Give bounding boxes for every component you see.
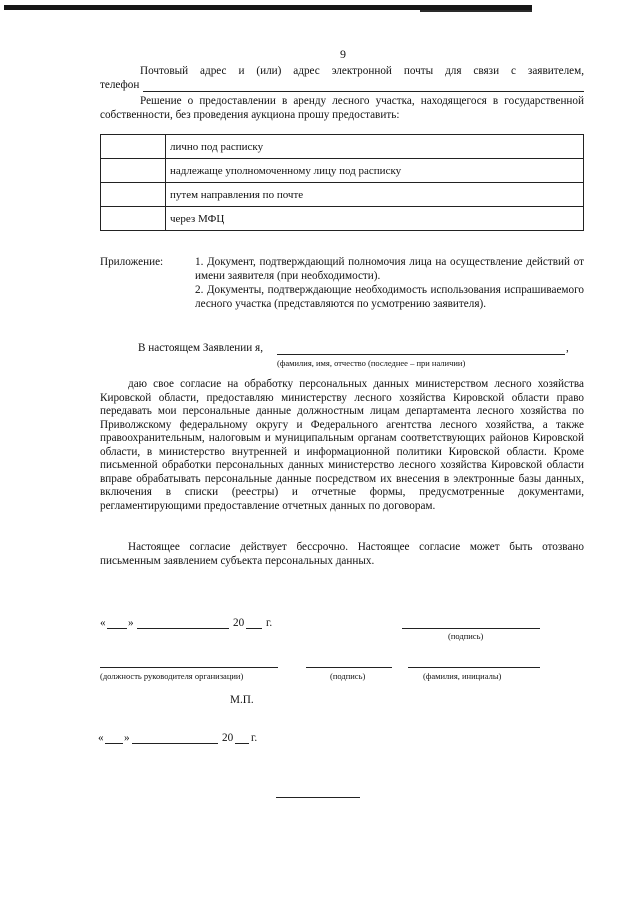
date-year-prefix: 20 [233,617,245,629]
contact-phone-label: телефон [100,79,140,91]
date2-open-quote: « [98,732,104,744]
attachment-item-1: 1. Документ, подтверждающий полномочия лица на осуществление действий от имени заявителя (при необходимости). [195,256,584,282]
date2-month-line[interactable] [132,743,218,744]
end-separator-line [276,797,360,798]
consent-intro-comma: , [566,342,569,354]
applicant-name-hint: (фамилия, имя, отчество (последнее – при наличии) [277,358,466,368]
attachment-item-2: 2. Документы, подтверждающие необходимость использования испрашиваемого лесного участка (представляются по усмотрению заявителя). [195,284,584,310]
stamp-label: М.П. [230,694,254,706]
decision-intro: Решение о предоставлении в аренду лесного участка, находящегося в государственной собственности, без проведения аукциона прошу предоставить: [100,95,584,121]
delivery-option-row[interactable] [101,183,584,207]
date-close-quote: » [128,617,134,629]
delivery-option-checkbox[interactable] [101,183,166,207]
delivery-options-table [100,134,584,231]
date-year-line[interactable] [246,628,262,629]
date2-year-line[interactable] [235,743,249,744]
applicant-signature-hint: (подпись) [448,631,484,641]
head-name-hint: (фамилия, инициалы) [423,671,502,681]
date2-day-line[interactable] [105,743,123,744]
delivery-option-row[interactable] [101,207,584,231]
applicant-name-line[interactable] [277,354,565,355]
contact-line-1: Почтовый адрес и (или) адрес электронной почты для связи с заявителем, [140,65,584,77]
head-signature-hint: (подпись) [330,671,366,681]
delivery-option-row[interactable] [101,135,584,159]
delivery-option-checkbox[interactable] [101,159,166,183]
date-open-quote: « [100,617,106,629]
delivery-option-label: лично под расписку [166,135,584,159]
delivery-option-row[interactable] [101,159,584,183]
delivery-option-label: путем направления по почте [166,183,584,207]
delivery-option-checkbox[interactable] [101,207,166,231]
date-month-line[interactable] [137,628,229,629]
delivery-option-label: через МФЦ [166,207,584,231]
date2-close-quote: » [124,732,130,744]
position-hint: (должность руководителя организации) [100,671,244,681]
consent-intro: В настоящем Заявлении я, [138,342,264,354]
delivery-option-checkbox[interactable] [101,135,166,159]
consent-validity: Настоящее согласие действует бессрочно. Настоящее согласие может быть отозвано письменным заявлением субъекта персональных данных. [100,541,584,567]
date-year-suffix: г. [266,617,273,629]
date2-year-suffix: г. [251,732,258,744]
consent-body: даю свое согласие на обработку персональных данных министерством лесного хозяйства Кировской области, предоставляю министерству лесного хозяйства Кировской области право передавать мои персональные данные должностным лицам департамента лесного хозяйства по Приволжскому федеральному округу и Федерального агентства лесного хозяйства, а также правоохранительным, налоговым и муниципальным органам соответствующих районов Кировской области, в министерство внутренней и информационной политики Кировской области. Кроме письменной обработки персональных данных министерство лесного хозяйства Кировской области вправе обрабатывать персональные данные посредством их внесения в электронные базы данных, включения в списки (реестры) и отчетные формы, предусмотренные документами, регламентирующими предоставление отчетных данных по договорам. [100,378,584,512]
scan-top-edge-tail [420,10,532,12]
attachments-label: Приложение: [100,256,164,268]
date-day-line[interactable] [107,628,127,629]
head-signature-line[interactable] [306,667,392,668]
page-number: 9 [340,47,346,61]
head-name-line[interactable] [408,667,540,668]
delivery-option-label: надлежаще уполномоченному лицу под расписку [166,159,584,183]
date2-year-prefix: 20 [222,732,234,744]
position-line[interactable] [100,667,278,668]
contact-input-line[interactable] [143,91,584,92]
applicant-signature-line[interactable] [402,628,540,629]
